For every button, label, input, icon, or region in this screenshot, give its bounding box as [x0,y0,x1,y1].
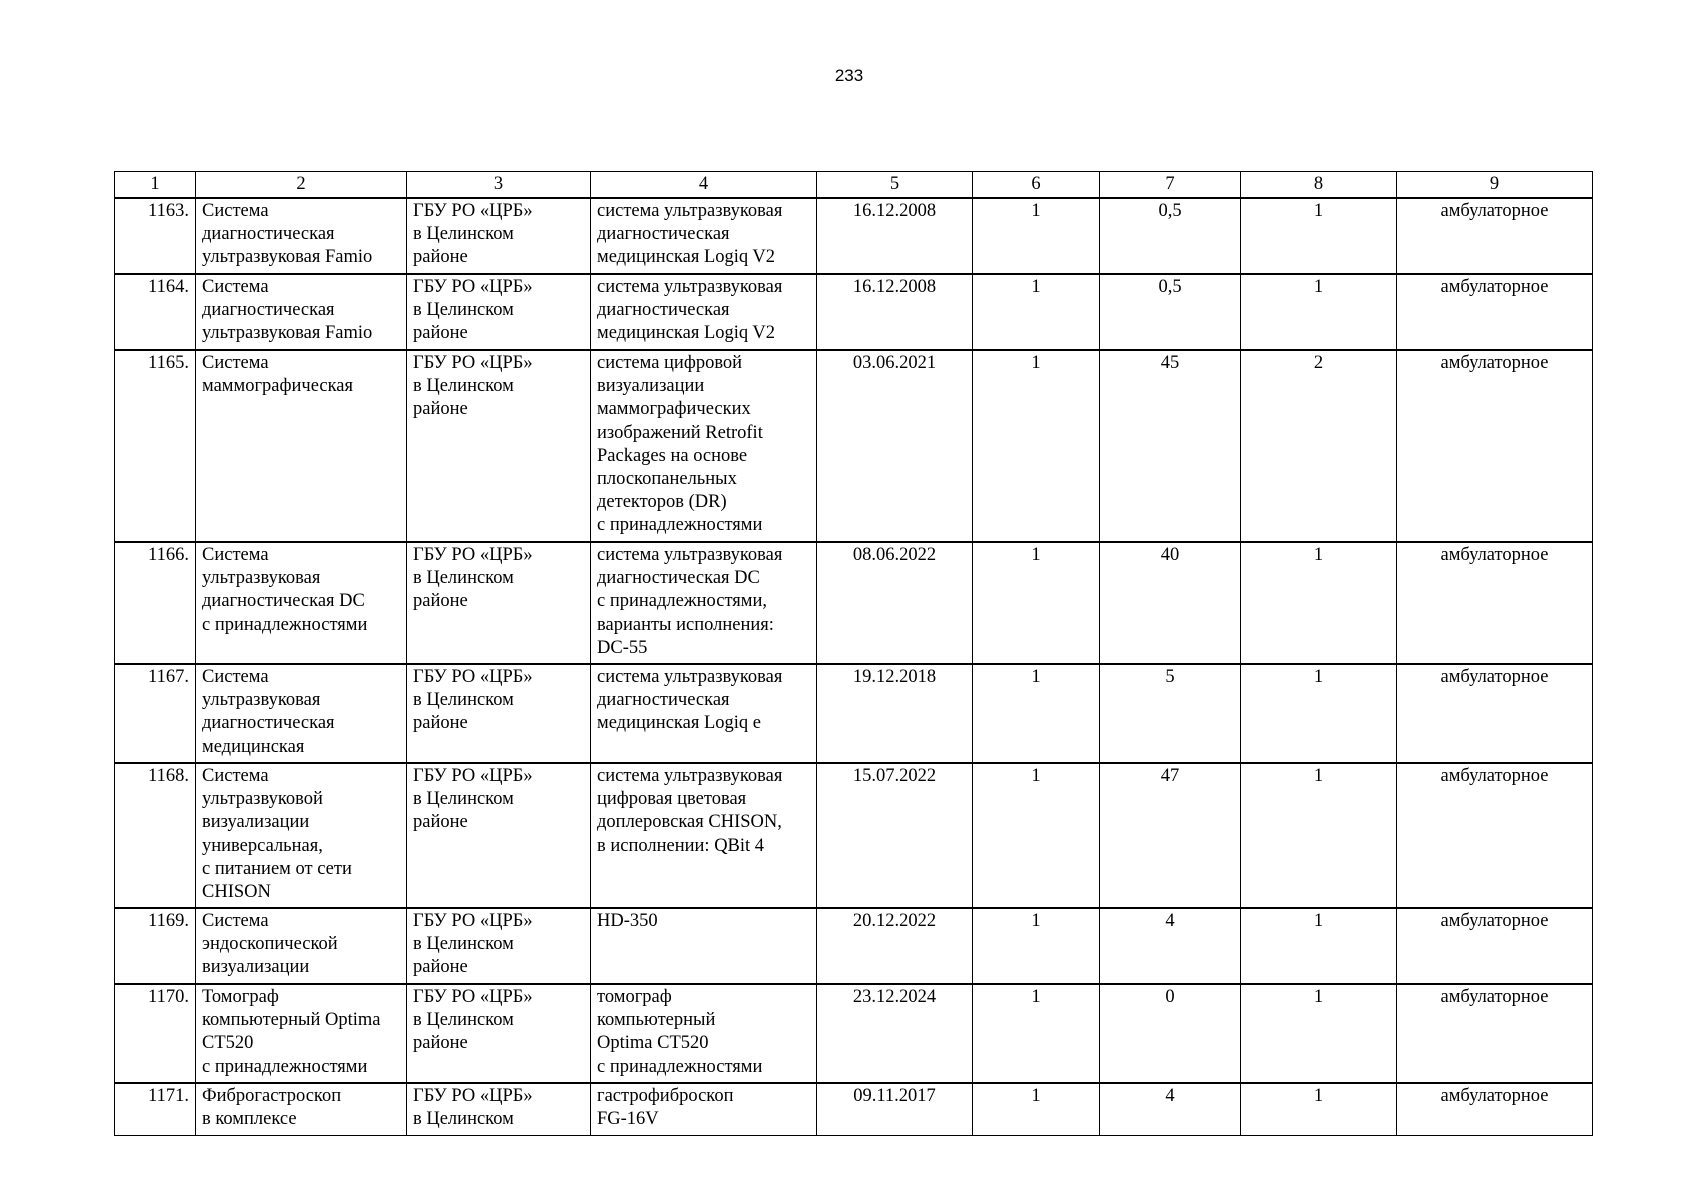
organization: ГБУ РО «ЦРБ» в Целинском районе [407,198,591,274]
care-condition: амбулаторное [1397,1083,1593,1135]
wear-value: 0,5 [1100,274,1241,350]
wear-value: 0 [1100,984,1241,1083]
equipment-name: Система маммографическая [196,350,407,542]
date: 08.06.2022 [817,542,973,664]
organization: ГБУ РО «ЦРБ» в Целинском районе [407,542,591,664]
date: 23.12.2024 [817,984,973,1083]
quantity: 1 [973,542,1100,664]
model-description: HD-350 [591,908,817,984]
model-description: система цифровой визуализации маммографических изображений Retrofit Packages на основе плоскопанельных детекторов (DR) с принадлежностями [591,350,817,542]
quantity: 1 [973,274,1100,350]
wear-value: 5 [1100,664,1241,763]
organization: ГБУ РО «ЦРБ» в Целинском районе [407,274,591,350]
table-row [115,274,1593,350]
wear-value: 40 [1100,542,1241,664]
care-condition: амбулаторное [1397,908,1593,984]
row-number: 1165. [115,350,196,542]
quantity: 1 [973,1083,1100,1135]
model-description: система ультразвуковая цифровая цветовая доплеровская CHISON, в исполнении: QBit 4 [591,763,817,908]
model-description: система ультразвуковая диагностическая медицинская Logiq V2 [591,198,817,274]
care-condition: амбулаторное [1397,350,1593,542]
table-row [115,763,1593,908]
row-number: 1169. [115,908,196,984]
organization: ГБУ РО «ЦРБ» в Целинском районе [407,984,591,1083]
date: 19.12.2018 [817,664,973,763]
equipment-name: Система ультразвуковая диагностическая DC с принадлежностями [196,542,407,664]
quantity: 1 [973,984,1100,1083]
row-number: 1164. [115,274,196,350]
care-condition: амбулаторное [1397,984,1593,1083]
organization: ГБУ РО «ЦРБ» в Целинском районе [407,350,591,542]
row-number: 1166. [115,542,196,664]
count: 1 [1241,984,1397,1083]
model-description: томограф компьютерный Optima CT520 с принадлежностями [591,984,817,1083]
date: 16.12.2008 [817,274,973,350]
wear-value: 4 [1100,908,1241,984]
quantity: 1 [973,664,1100,763]
wear-value: 0,5 [1100,198,1241,274]
organization: ГБУ РО «ЦРБ» в Целинском районе [407,763,591,908]
wear-value: 47 [1100,763,1241,908]
table-row [115,542,1593,664]
row-number: 1171. [115,1083,196,1135]
page-number: 233 [834,66,864,85]
equipment-name: Система диагностическая ультразвуковая Famio [196,274,407,350]
table-row [115,908,1593,984]
date: 20.12.2022 [817,908,973,984]
column-header: 8 [1241,172,1397,199]
quantity: 1 [973,763,1100,908]
organization: ГБУ РО «ЦРБ» в Целинском [407,1083,591,1135]
table-row [115,350,1593,542]
care-condition: амбулаторное [1397,274,1593,350]
equipment-name: Фиброгастроскоп в комплексе [196,1083,407,1135]
equipment-name: Система ультразвуковая диагностическая медицинская [196,664,407,763]
date: 03.06.2021 [817,350,973,542]
equipment-name: Томограф компьютерный Optima CT520 с принадлежностями [196,984,407,1083]
count: 2 [1241,350,1397,542]
wear-value: 45 [1100,350,1241,542]
count: 1 [1241,763,1397,908]
quantity: 1 [973,198,1100,274]
column-header: 5 [817,172,973,199]
care-condition: амбулаторное [1397,542,1593,664]
column-header: 3 [407,172,591,199]
organization: ГБУ РО «ЦРБ» в Целинском районе [407,908,591,984]
equipment-name: Система ультразвуковой визуализации универсальная, с питанием от сети CHISON [196,763,407,908]
row-number: 1167. [115,664,196,763]
care-condition: амбулаторное [1397,664,1593,763]
column-header: 6 [973,172,1100,199]
count: 1 [1241,274,1397,350]
organization: ГБУ РО «ЦРБ» в Целинском районе [407,664,591,763]
row-number: 1170. [115,984,196,1083]
count: 1 [1241,542,1397,664]
table-row [115,198,1593,274]
column-header: 1 [115,172,196,199]
wear-value: 4 [1100,1083,1241,1135]
row-number: 1168. [115,763,196,908]
count: 1 [1241,664,1397,763]
table-row [115,1083,1593,1135]
model-description: система ультразвуковая диагностическая медицинская Logiq e [591,664,817,763]
table-row [115,664,1593,763]
date: 16.12.2008 [817,198,973,274]
column-header: 2 [196,172,407,199]
count: 1 [1241,1083,1397,1135]
model-description: система ультразвуковая диагностическая DC с принадлежностями, варианты исполнения: DC-55 [591,542,817,664]
header-row [115,172,1593,199]
model-description: система ультразвуковая диагностическая медицинская Logiq V2 [591,274,817,350]
column-header: 4 [591,172,817,199]
table-row [115,984,1593,1083]
date: 15.07.2022 [817,763,973,908]
quantity: 1 [973,350,1100,542]
model-description: гастрофиброскоп FG-16V [591,1083,817,1135]
count: 1 [1241,908,1397,984]
equipment-name: Система эндоскопической визуализации [196,908,407,984]
column-header: 7 [1100,172,1241,199]
column-header: 9 [1397,172,1593,199]
equipment-table [114,171,1593,1136]
count: 1 [1241,198,1397,274]
care-condition: амбулаторное [1397,763,1593,908]
quantity: 1 [973,908,1100,984]
equipment-name: Система диагностическая ультразвуковая Famio [196,198,407,274]
date: 09.11.2017 [817,1083,973,1135]
row-number: 1163. [115,198,196,274]
care-condition: амбулаторное [1397,198,1593,274]
